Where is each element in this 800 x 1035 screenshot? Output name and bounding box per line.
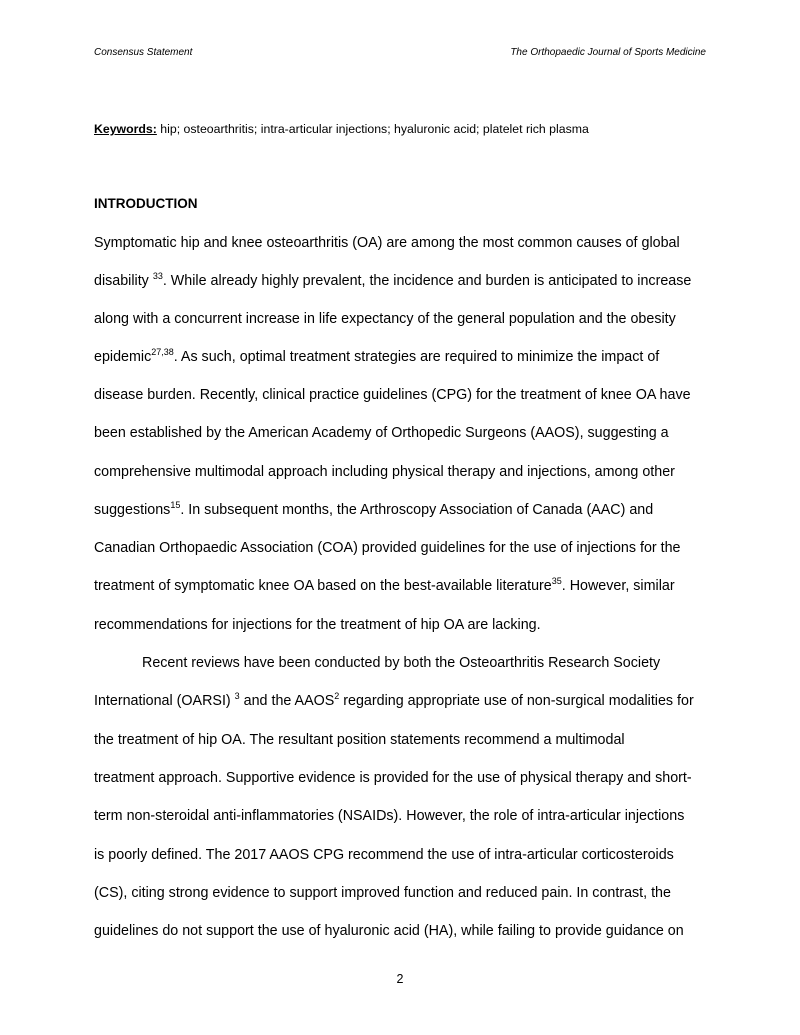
header-left: Consensus Statement (94, 47, 193, 58)
keywords-label: Keywords: (94, 122, 157, 136)
text-run: regarding appropriate use of non-surgical modalities for (339, 693, 694, 709)
body-line: Symptomatic hip and knee osteoarthritis (OA) are among the most common causes of global (94, 235, 680, 251)
body-line: been established by the American Academy of Orthopedic Surgeons (AAOS), suggesting a (94, 425, 669, 441)
text-run: . While already highly prevalent, the incidence and burden is anticipated to increase (162, 273, 692, 289)
body-line (94, 692, 694, 710)
body-line (94, 577, 675, 595)
section-heading-introduction: INTRODUCTION (94, 196, 198, 211)
body-line (94, 272, 691, 290)
citation-superscript: 33 (152, 271, 163, 281)
running-header (94, 47, 706, 58)
text-run: International (OARSI) (94, 693, 235, 709)
page-number: 2 (396, 972, 404, 986)
keywords-text: hip; osteoarthritis; intra-articular injections; hyaluronic acid; platelet rich plasma (156, 122, 589, 136)
citation-superscript: 2 (334, 691, 340, 701)
text-run: and the AAOS (239, 693, 335, 709)
citation-superscript: 15 (170, 500, 181, 510)
text-run: disability (94, 273, 153, 289)
citation-superscript: 35 (551, 576, 562, 586)
text-run: suggestions (94, 502, 171, 518)
body-line: comprehensive multimodal approach including physical therapy and injections, among other (94, 464, 675, 480)
text-run: . However, similar (561, 578, 675, 594)
body-line: (CS), citing strong evidence to support improved function and reduced pain. In contrast, the (94, 885, 671, 901)
body-line: the treatment of hip OA. The resultant position statements recommend a multimodal (94, 732, 625, 748)
body-line: term non-steroidal anti-inflammatories (NSAIDs). However, the role of intra-articular injections (94, 808, 685, 824)
text-run: epidemic (94, 349, 152, 365)
header-right: The Orthopaedic Journal of Sports Medicine (510, 47, 706, 58)
text-run: treatment of symptomatic knee OA based on the best-available literature (94, 578, 552, 594)
body-line: is poorly defined. The 2017 AAOS CPG recommend the use of intra-articular corticosteroids (94, 847, 674, 863)
citation-superscript: 3 (234, 691, 240, 701)
body-line: Recent reviews have been conducted by both the Osteoarthritis Research Society (142, 655, 661, 671)
body-line: guidelines do not support the use of hyaluronic acid (HA), while failing to provide guidance on (94, 923, 684, 939)
text-run: . In subsequent months, the Arthroscopy Association of Canada (AAC) and (180, 502, 654, 518)
body-line: disease burden. Recently, clinical practice guidelines (CPG) for the treatment of knee OA have (94, 387, 691, 403)
text-run: . As such, optimal treatment strategies are required to minimize the impact of (173, 349, 660, 365)
keywords-line (94, 122, 706, 136)
body-line: along with a concurrent increase in life expectancy of the general population and the obesity (94, 311, 676, 327)
body-line: Canadian Orthopaedic Association (COA) provided guidelines for the use of injections for the (94, 540, 681, 556)
body-line: recommendations for injections for the treatment of hip OA are lacking. (94, 617, 541, 633)
body-line (94, 501, 653, 519)
body-line: treatment approach. Supportive evidence is provided for the use of physical therapy and short- (94, 770, 692, 786)
citation-superscript: 27,38 (151, 347, 174, 357)
body-line (94, 348, 659, 366)
